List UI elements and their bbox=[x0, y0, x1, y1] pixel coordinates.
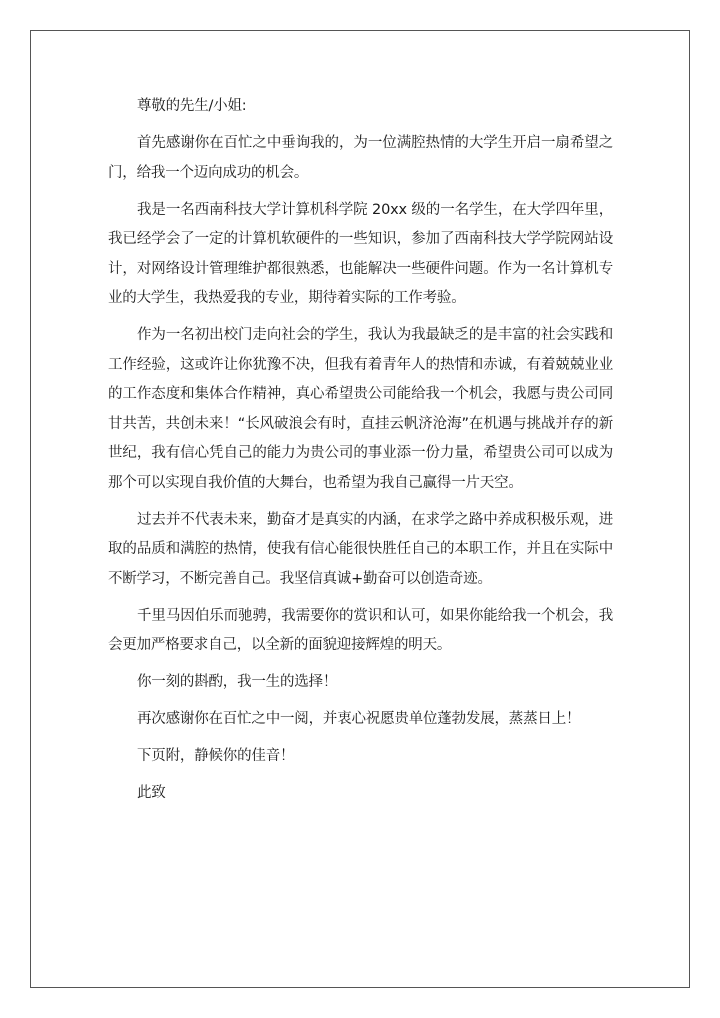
paragraph-background: 我是一名西南科技大学计算机科学院 20xx 级的一名学生，在大学四年里，我已经学会了一定的计算机软硬件的一些知识，参加了西南科技大学学院网站设计，对网络设计管理维护都很熟悉，也能解决一些硬件问题。作为一名计算机专业的大学生，我热爱我的专业，期待着实际的工作考验。 bbox=[108, 201, 613, 306]
paragraph-thanks: 再次感谢你在百忙之中一阅，并衷心祝愿贵单位蓬勃发展，蒸蒸日上！ bbox=[137, 711, 581, 727]
closing: 此致 bbox=[137, 785, 166, 801]
paragraph-gratitude: 首先感谢你在百忙之中垂询我的，为一位满腔热情的大学生开启一扇希望之门，给我一个迈向成功的机会。 bbox=[108, 135, 613, 181]
paragraph-await: 下页附，静候你的佳音！ bbox=[137, 748, 295, 764]
salutation: 尊敬的先生/小姐: bbox=[137, 98, 247, 114]
paragraph-choice: 你一刻的斟酌，我一生的选择！ bbox=[137, 674, 338, 690]
paragraph-request: 千里马因伯乐而驰骋，我需要你的赏识和认可，如果你能给我一个机会，我会更加严格要求自己，以全新的面貌迎接辉煌的明天。 bbox=[108, 607, 613, 653]
paragraph-aspiration: 作为一名初出校门走向社会的学生，我认为我最缺乏的是丰富的社会实践和工作经验，这或许让你犹豫不决，但我有着青年人的热情和赤诚，有着兢兢业业的工作态度和集体合作精神，真心希望贵公司能给我一个机会，我愿与贵公司同甘共苦，共创未来！“长风破浪会有时，直挂云帆济沧海”在机遇与挑战并存的新世纪，我有信心凭自己的能力为贵公司的事业添一份力量，希望贵公司可以成为那个可以实现自我价值的大舞台，也希望为我自己赢得一片天空。 bbox=[108, 327, 613, 491]
cover-letter-body bbox=[108, 92, 613, 816]
paragraph-character: 过去并不代表未来，勤奋才是真实的内涵，在求学之路中养成积极乐观，进取的品质和满腔的热情，使我有信心能很快胜任自己的本职工作，并且在实际中不断学习，不断完善自己。我坚信真诚+勤奋可以创造奇迹。 bbox=[108, 511, 613, 587]
